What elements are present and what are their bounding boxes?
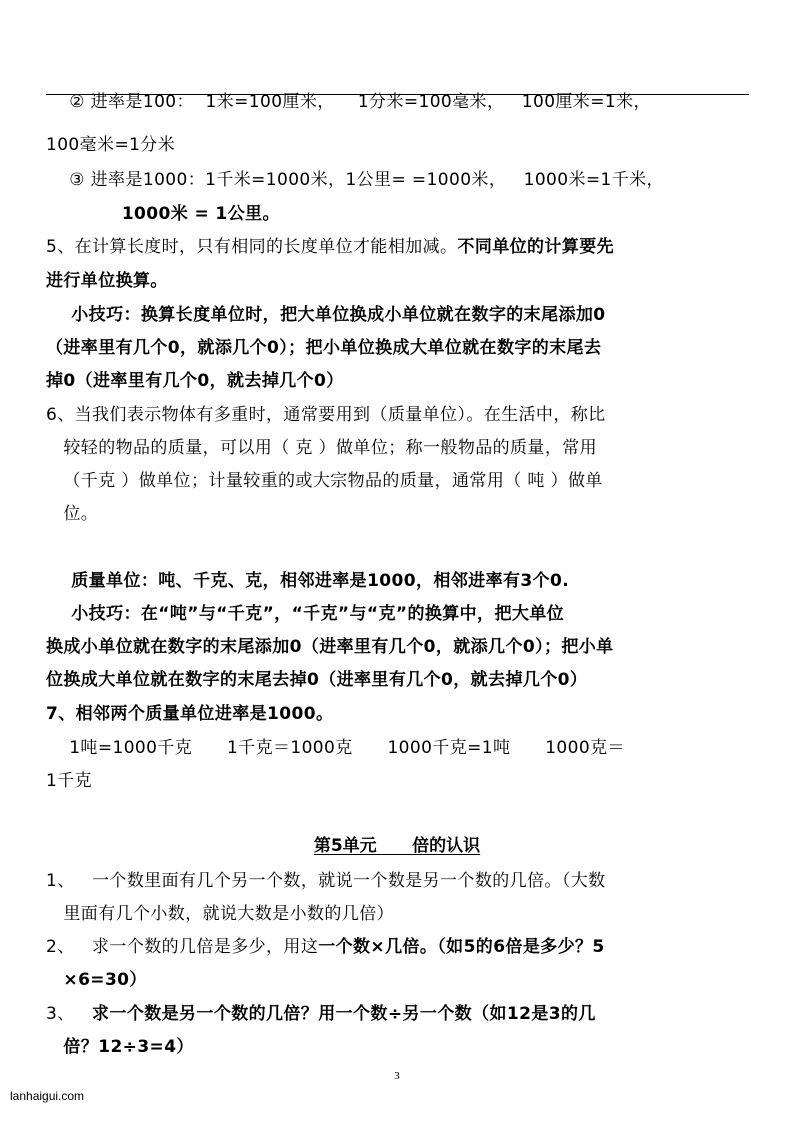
- text-line: 100毫米=1分米: [46, 135, 176, 155]
- text-line: 1吨=1000千克 1千克＝1000克 1000千克=1吨 1000克＝: [46, 738, 625, 758]
- text-line: 6、当我们表示物体有多重时，通常要用到（质量单位）。在生活中，称比: [46, 405, 606, 425]
- text-line: ② 进率是100： 1米=100厘米， 1分米=100毫米， 100厘米=1米，: [46, 92, 651, 112]
- text-line: ③ 进率是1000：1千米=1000米，1公里= =1000米， 1000米=1千米，: [46, 170, 664, 190]
- text-line: （进率里有几个0，就添几个0）；把小单位换成大单位就在数字的末尾去: [46, 338, 602, 358]
- text-line: 换成小单位就在数字的末尾添加0（进率里有几个0，就添几个0）；把小单: [46, 637, 614, 657]
- text-line: （千克 ）做单位；计量较重的或大宗物品的质量，通常用（ 吨 ）做单: [46, 471, 603, 491]
- page-number: 3: [394, 1070, 400, 1082]
- text-line: 里面有几个小数，就说大数是小数的几倍）: [46, 904, 395, 924]
- text-line: 位。: [46, 504, 99, 524]
- text-line: 1千克: [46, 771, 93, 791]
- text-line: 小技巧：在“吨”与“千克”，“千克”与“克”的换算中，把大单位: [46, 604, 565, 624]
- text-line: 1000米 = 1公里。: [46, 204, 280, 224]
- text-line: 倍？12÷3=4）: [63, 1037, 194, 1057]
- text-line: 进行单位换算。: [46, 271, 168, 291]
- text-line: 掉0（进率里有几个0，就去掉几个0）: [46, 371, 344, 391]
- text-line: 1、 一个数里面有几个另一个数，就说一个数是另一个数的几倍。（大数: [46, 871, 606, 891]
- text-line: 小技巧：换算长度单位时，把大单位换成小单位就在数字的末尾添加0: [46, 305, 606, 325]
- text-line: 质量单位：吨、千克、克，相邻进率是1000，相邻进率有3个0.: [46, 571, 570, 591]
- text-line: 5、在计算长度时，只有相同的长度单位才能相加减。不同单位的计算要先: [46, 237, 615, 257]
- text-line: 3、 求一个数是另一个数的几倍？用一个数÷另一个数（如12是3的几: [46, 1004, 596, 1024]
- text-line: 位换成大单位就在数字的末尾去掉0（进率里有几个0，就去掉几个0）: [46, 670, 588, 690]
- footer-watermark: lanhaigui.com: [10, 1089, 85, 1103]
- text-line: 2、 求一个数的几倍是多少，用这一个数×几倍。（如5的6倍是多少？5: [46, 937, 605, 957]
- unit-title: 第5单元 倍的认识: [313, 836, 481, 856]
- text-line: ×6=30）: [63, 970, 147, 990]
- text-line: 7、相邻两个质量单位进率是1000。: [46, 704, 334, 724]
- text-line: 较轻的物品的质量，可以用（ 克 ）做单位；称一般物品的质量，常用: [46, 438, 598, 458]
